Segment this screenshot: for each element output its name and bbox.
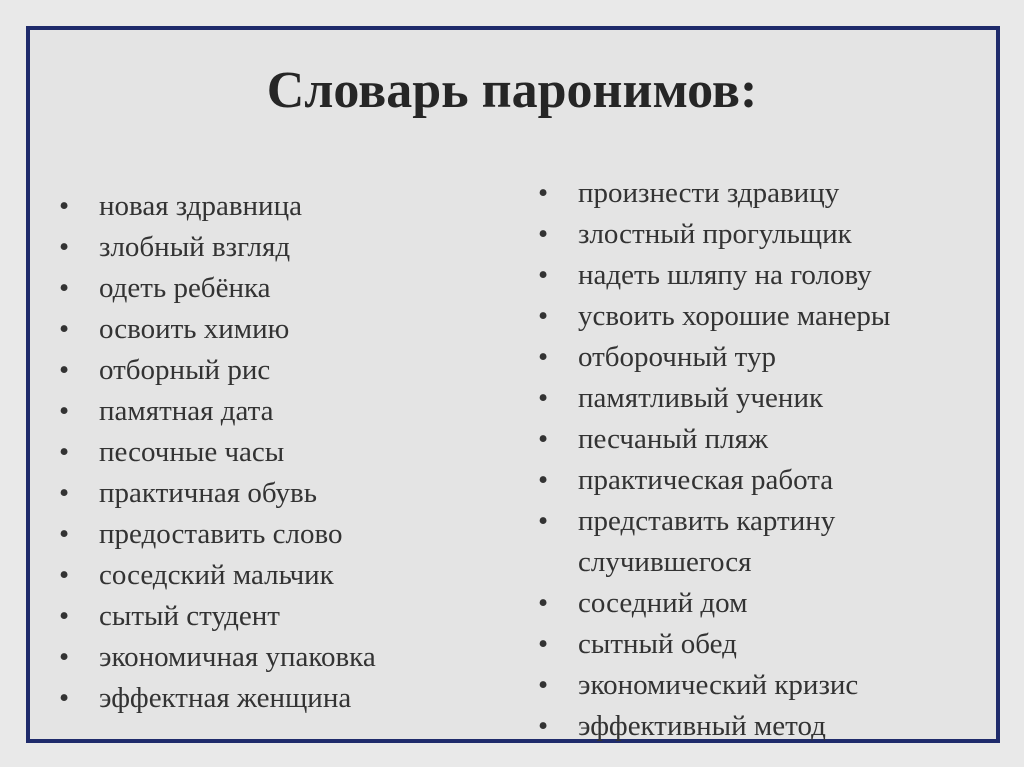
right-list: [538, 173, 958, 747]
bullet-icon: •: [59, 682, 70, 714]
bullet-icon: •: [59, 313, 70, 345]
slide-title: Словарь паронимов:: [266, 62, 758, 119]
bullet-icon: •: [59, 436, 70, 468]
bullet-icon: •: [59, 600, 70, 632]
list-item: • памятливый ученик: [578, 378, 958, 419]
list-item: • экономичная упаковка: [99, 637, 459, 678]
list-item: • практичная обувь: [99, 473, 459, 514]
bullet-icon: •: [538, 218, 549, 250]
list-item: • практическая работа: [578, 460, 958, 501]
bullet-icon: •: [538, 177, 549, 209]
list-item: • произнести здравицу: [578, 173, 958, 214]
bullet-icon: •: [538, 300, 549, 332]
bullet-icon: •: [59, 641, 70, 673]
bullet-icon: •: [538, 505, 549, 537]
list-item: • освоить химию: [99, 309, 459, 350]
bullet-icon: •: [59, 272, 70, 304]
bullet-icon: •: [59, 395, 70, 427]
list-item: • сытный обед: [578, 624, 958, 665]
list-item: • соседний дом: [578, 583, 958, 624]
left-list: [59, 186, 459, 719]
bullet-icon: •: [59, 477, 70, 509]
bullet-icon: •: [538, 259, 549, 291]
list-item: • новая здравница: [99, 186, 459, 227]
bullet-icon: •: [59, 231, 70, 263]
list-item: • злобный взгляд: [99, 227, 459, 268]
bullet-icon: •: [59, 354, 70, 386]
list-item: • памятная дата: [99, 391, 459, 432]
list-item: • представить картину случившегося: [578, 501, 958, 583]
list-item: • отборный рис: [99, 350, 459, 391]
list-item: • песчаный пляж: [578, 419, 958, 460]
list-item: • эффектная женщина: [99, 678, 459, 719]
list-item: • эффективный метод: [578, 706, 958, 747]
list-item: • песочные часы: [99, 432, 459, 473]
bullet-icon: •: [538, 628, 549, 660]
bullet-icon: •: [59, 518, 70, 550]
list-item: • злостный прогульщик: [578, 214, 958, 255]
list-item: • предоставить слово: [99, 514, 459, 555]
bullet-icon: •: [538, 464, 549, 496]
bullet-icon: •: [538, 587, 549, 619]
bullet-icon: •: [538, 382, 549, 414]
bullet-icon: •: [538, 341, 549, 373]
bullet-icon: •: [538, 710, 549, 742]
list-item: • экономический кризис: [578, 665, 958, 706]
list-item: • соседский мальчик: [99, 555, 459, 596]
list-item: • надеть шляпу на голову: [578, 255, 958, 296]
bullet-icon: •: [59, 190, 70, 222]
list-item: • усвоить хорошие манеры: [578, 296, 958, 337]
list-item: • сытый студент: [99, 596, 459, 637]
list-item: • одеть ребёнка: [99, 268, 459, 309]
bullet-icon: •: [59, 559, 70, 591]
list-item: • отборочный тур: [578, 337, 958, 378]
bullet-icon: •: [538, 423, 549, 455]
bullet-icon: •: [538, 669, 549, 701]
